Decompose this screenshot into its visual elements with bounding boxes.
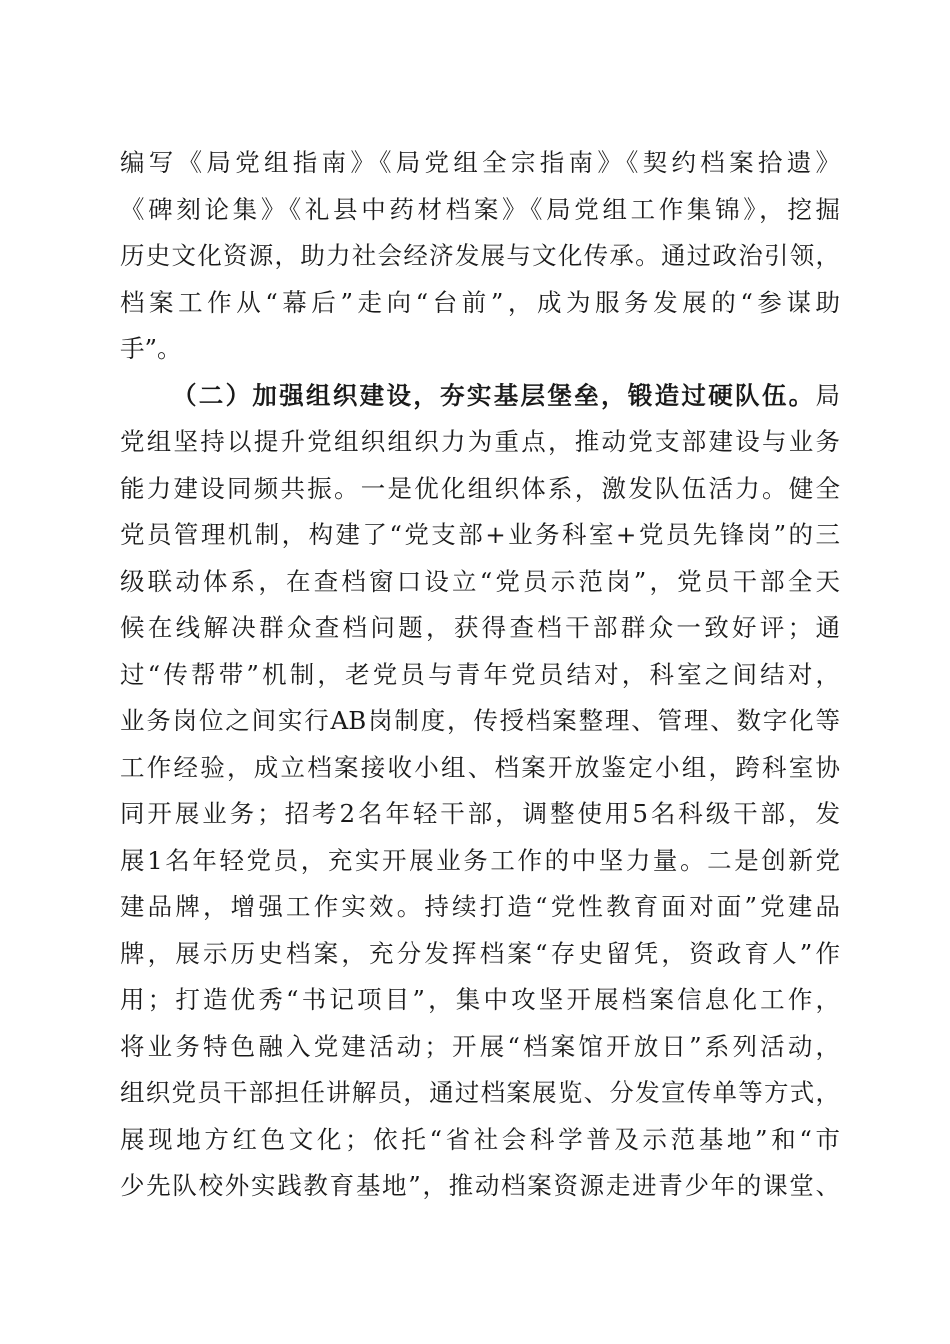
section-heading: （二）加强组织建设，夯实基层堡垒，锻造过硬队伍。	[172, 380, 816, 410]
text-line: 将业务特色融入党建活动；开展“档案馆开放日”系列活动，	[120, 1031, 840, 1061]
text-line: 档案工作从“幕后”走向“台前”，成为服务发展的“参谋助	[120, 287, 840, 317]
text-line: 《碑刻论集》《礼县中药材档案》《局党组工作集锦》，挖掘	[120, 194, 840, 224]
text-line: 展1名年轻党员，充实开展业务工作的中坚力量。二是创新党	[120, 845, 840, 875]
text-line: 少先队校外实践教育基地”，推动档案资源走进青少年的课堂、	[120, 1171, 840, 1200]
text-line: 党员管理机制，构建了“党支部+业务科室+党员先锋岗”的三	[120, 520, 840, 549]
section-heading-tail: 局	[815, 380, 840, 410]
text-line: 用；打造优秀“书记项目”，集中攻坚开展档案信息化工作，	[120, 985, 840, 1014]
text-line: 工作经验，成立档案接收小组、档案开放鉴定小组，跨科室协	[120, 752, 840, 782]
text-line: 业务岗位之间实行AB岗制度，传授档案整理、管理、数字化等	[120, 706, 840, 735]
text-line: 候在线解决群众查档问题，获得查档干部群众一致好评；通	[120, 613, 840, 642]
text-line: 手”。	[120, 334, 182, 363]
text-line: 展现地方红色文化；依托“省社会科学普及示范基地”和“市	[120, 1124, 840, 1154]
text-line: 党组坚持以提升党组织组织力为重点，推动党支部建设与业务	[120, 427, 840, 456]
text-line: 过“传帮带”机制，老党员与青年党员结对，科室之间结对，	[120, 659, 840, 689]
text-line: 同开展业务；招考2名年轻干部，调整使用5名科级干部，发	[120, 799, 840, 828]
text-line: 编写《局党组指南》《局党组全宗指南》《契约档案拾遗》	[120, 148, 840, 177]
text-line: 组织党员干部担任讲解员，通过档案展览、分发宣传单等方式，	[120, 1078, 840, 1107]
section-heading-line	[120, 373, 840, 420]
body-text	[120, 140, 840, 1210]
text-line: 牌，展示历史档案，充分发挥档案“存史留凭，资政育人”作	[120, 938, 840, 968]
text-line: 历史文化资源，助力社会经济发展与文化传承。通过政治引领，	[120, 241, 840, 270]
text-line: 能力建设同频共振。一是优化组织体系，激发队伍活力。健全	[120, 473, 840, 503]
text-line: 建品牌，增强工作实效。持续打造“党性教育面对面”党建品	[120, 892, 840, 921]
text-line: 级联动体系，在查档窗口设立“党员示范岗”，党员干部全天	[120, 566, 840, 596]
